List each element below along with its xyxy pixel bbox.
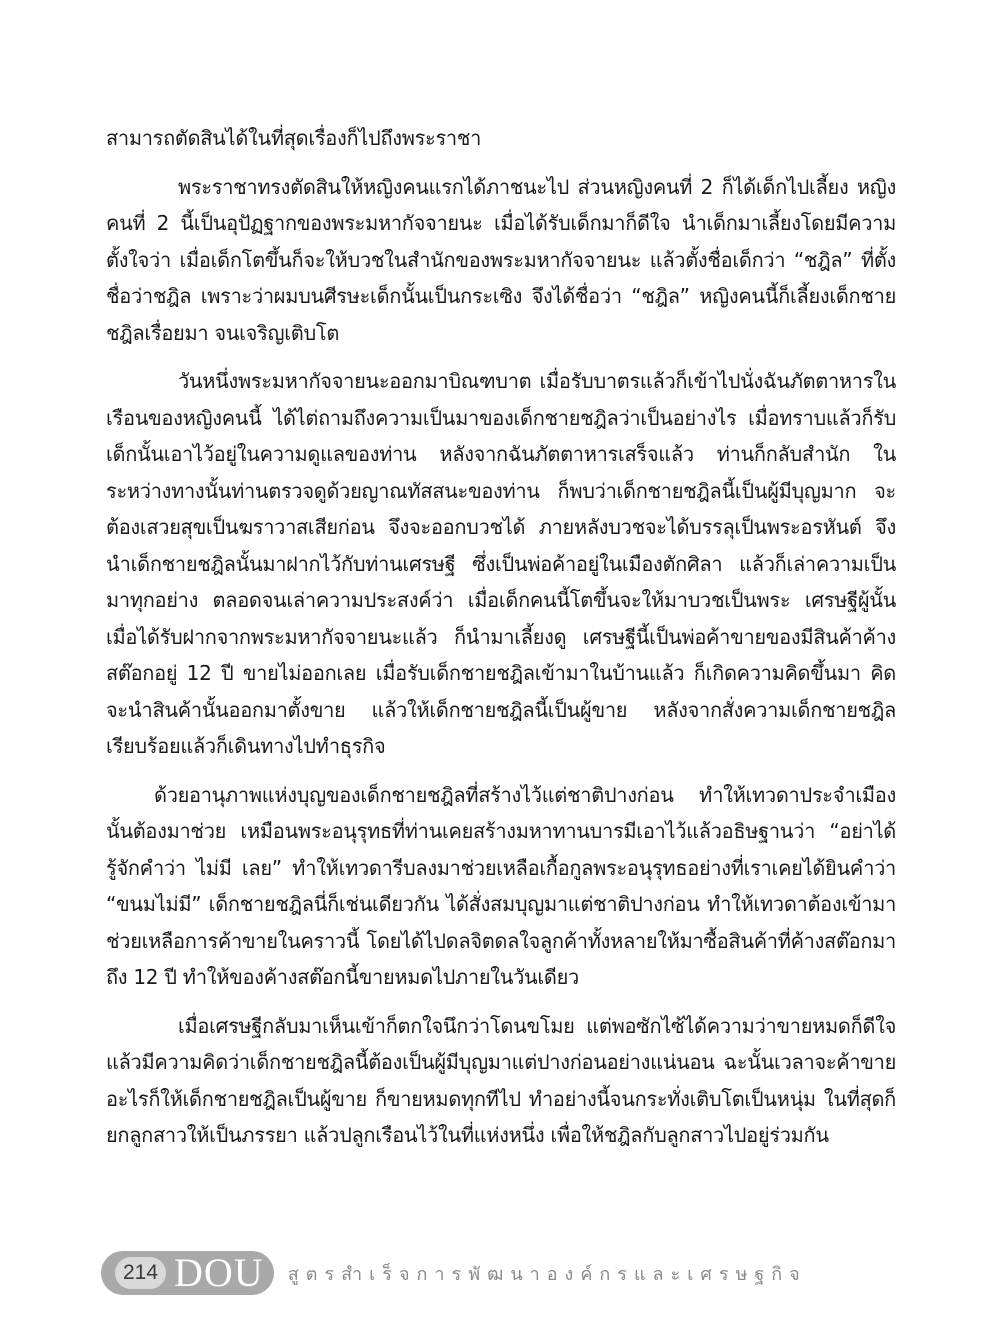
paragraph-3: วันหนึ่งพระมหากัจจายนะออกมาบิณฑบาต เมื่อรับบาตรแล้วก็เข้าไปนั่งฉันภัตตาหารในเรือนของหญิงคนนี้ ได้ไต่ถามถึงความเป็นมาของเด็กชายชฎิลว่าเป็นอย่างไร เมื่อทราบแล้วก็รับเด็กนั้นเอาไว้อยู่ในความดูแลของท่าน หลังจากฉันภัตตาหารเสร็จแล้ว ท่านก็กลับสำนัก ในระหว่างทางนั้นท่านตรวจดูด้วยญาณทัสสนะของท่าน ก็พบว่าเด็กชายชฎิลนี้เป็นผู้มีบุญมาก จะต้องเสวยสุขเป็นฆราวาสเสียก่อน จึงจะออกบวชได้ ภายหลังบวชจะได้บรรลุเป็นพระอรหันต์ จึงนำเด็กชายชฎิลนั้นมาฝากไว้กับท่านเศรษฐี ซึ่งเป็นพ่อค้าอยู่ในเมืองตักศิลา แล้วก็เล่าความเป็นมาทุกอย่าง ตลอดจนเล่าความประสงค์ว่า เมื่อเด็กคนนี้โตขึ้นจะให้มาบวชเป็นพระ เศรษฐีผู้นั้นเมื่อได้รับฝากจากพระมหากัจจายนะแล้ว ก็นำมาเลี้ยงดู เศรษฐีนี้เป็นพ่อค้าขายของมีสินค้าค้างสต๊อกอยู่ 12 ปี ขายไม่ออกเลย เมื่อรับเด็กชายชฎิลเข้ามาในบ้านแล้ว ก็เกิดความคิดขึ้นมา คิดจะนำสินค้านั้นออกมาตั้งขาย แล้วให้เด็กชายชฎิลนี้เป็นผู้ขาย หลังจากสั่งความเด็กชายชฎิลเรียบร้อยแล้วก็เดินทางไปทำธุรกิจ — [106, 369, 896, 758]
footer-badge — [101, 1251, 274, 1295]
paragraph-4: ด้วยอานุภาพแห่งบุญของเด็กชายชฎิลที่สร้างไว้แต่ชาติปางก่อน ทำให้เทวดาประจำเมืองนั้นต้องมาช่วย เหมือนพระอนุรุทธที่ท่านเคยสร้างมหาทานบารมีเอาไว้แล้วอธิษฐานว่า “อย่าได้รู้จักคำว่า ไม่มี เลย” ทำให้เทวดารีบลงมาช่วยเหลือเกื้อกูลพระอนุรุทธอย่างที่เราเคยได้ยินคำว่า “ขนมไม่มี” เด็กชายชฎิลนี่ก็เช่นเดียวกัน ได้สั่งสมบุญมาแต่ชาติปางก่อน ทำให้เทวดาต้องเข้ามาช่วยเหลือการค้าขายในคราวนี้ โดยได้ไปดลจิตดลใจลูกค้าทั้งหลายให้มาซื้อสินค้าที่ค้างสต๊อกมาถึง 12 ปี ทำให้ของค้างสต๊อกนี้ขายหมดไปภายในวันเดียว — [106, 782, 896, 989]
paragraph-2: พระราชาทรงตัดสินให้หญิงคนแรกได้ภาชนะไป ส่วนหญิงคนที่ 2 ก็ได้เด็กไปเลี้ยง หญิงคนที่ 2 นี้เป็นอุปัฏฐากของพระมหากัจจายนะ เมื่อได้รับเด็กมาก็ดีใจ นำเด็กมาเลี้ยงโดยมีความตั้งใจว่า เมื่อเด็กโตขึ้นก็จะให้บวชในสำนักของพระมหากัจจายนะ แล้วตั้งชื่อเด็กว่า “ชฎิล” ที่ตั้งชื่อว่าชฎิล เพราะว่าผมบนศีรษะเด็กนั้นเป็นกระเซิง จึงได้ชื่อว่า “ชฎิล” หญิงคนนี้ก็เลี้ยงเด็กชายชฎิลเรื่อยมา จนเจริญเติบโต — [106, 174, 896, 345]
body-text — [106, 120, 896, 1154]
page-footer — [101, 1248, 807, 1298]
dou-logo: DOU — [174, 1250, 264, 1295]
paragraph-5: เมื่อเศรษฐีกลับมาเห็นเข้าก็ตกใจนึกว่าโดนขโมย แต่พอซักไซ้ได้ความว่าขายหมดก็ดีใจ แล้วมีความคิดว่าเด็กชายชฎิลนี้ต้องเป็นผู้มีบุญมาแต่ปางก่อนอย่างแน่นอน ฉะนั้นเวลาจะค้าขายอะไรก็ให้เด็กชายชฎิลเป็นผู้ขาย ก็ขายหมดทุกทีไป ทำอย่างนี้จนกระทั่งเติบโตเป็นหนุ่ม ในที่สุดก็ยกลูกสาวให้เป็นภรรยา แล้วปลูกเรือนไว้ในที่แห่งหนึ่ง เพื่อให้ชฎิลกับลูกสาวไปอยู่ร่วมกัน — [106, 1013, 896, 1147]
page-number: 214 — [115, 1257, 166, 1289]
paragraph-1: สามารถตัดสินได้ในที่สุดเรื่องก็ไปถึงพระราชา — [106, 126, 482, 150]
running-title: สูตรสำเร็จการพัฒนาองค์กรและเศรษฐกิจ — [287, 1263, 807, 1285]
